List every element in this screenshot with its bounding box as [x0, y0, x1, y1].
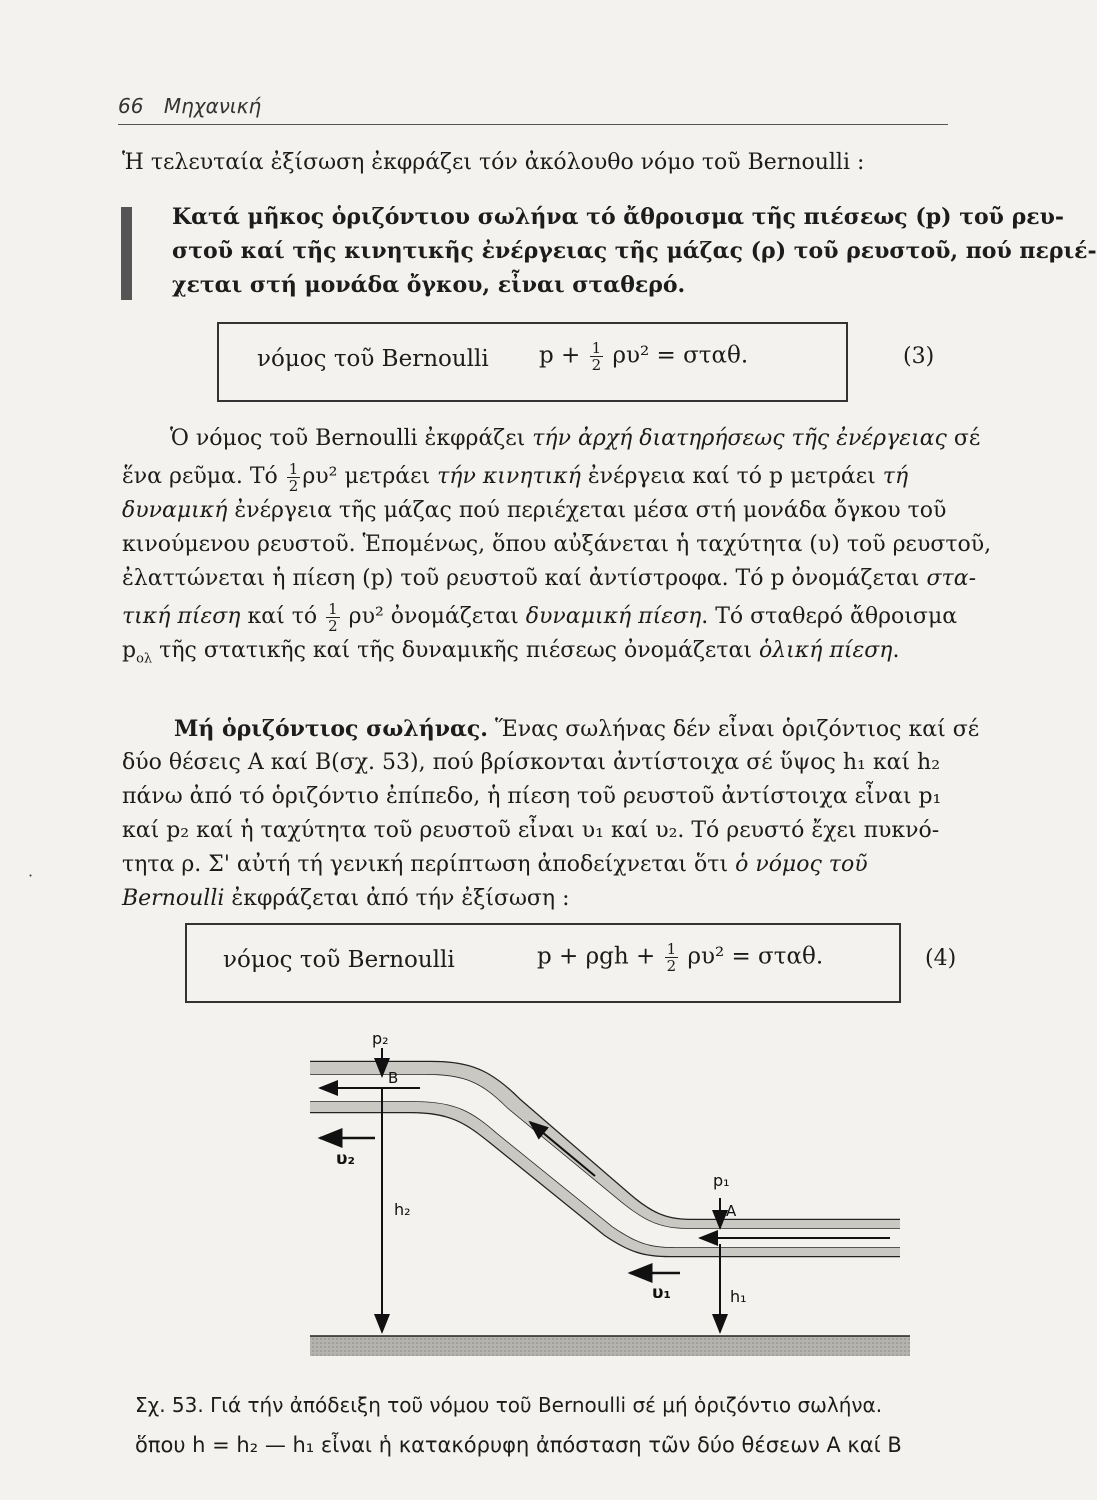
- text-run: τική πίεση: [122, 604, 241, 629]
- text-line: [122, 599, 958, 635]
- formula-rhs: ρυ² = σταθ.: [612, 342, 749, 369]
- law-statement: [172, 200, 1097, 302]
- intro-line: Ἡ τελευταία ἐξίσωση ἐκφράζει τόν ἀκόλουθο νόμο τοῦ Bernoulli :: [122, 150, 865, 175]
- text-line: [122, 712, 980, 746]
- text-run: καί τό: [240, 604, 325, 629]
- text-run: τῆς στατικῆς καί τῆς δυναμικῆς πιέσεως ὀνομάζεται: [152, 638, 759, 663]
- pipe-upper-wall: [310, 1062, 900, 1220]
- statement-line: Κατά μῆκος ὁριζόντιου σωλήνα τό ἄθροισμα τῆς πιέσεως (p) τοῦ ρευ-: [172, 204, 1064, 230]
- formula-rhs: ρυ² = σταθ.: [687, 943, 824, 970]
- frac-denominator: 2: [288, 476, 299, 495]
- text-line: [122, 562, 977, 596]
- text-run: ρυ² ὀνομάζεται: [341, 604, 526, 629]
- formula-name: νόμος τοῦ Bernoulli: [223, 947, 455, 973]
- margin-mark: ·: [28, 866, 34, 885]
- half-fraction: [287, 461, 301, 494]
- text-line: ὅπου h = h₂ — h₁ εἶναι ἡ κατακόρυφη ἀπόσταση τῶν δύο θέσεων A καί B: [135, 1433, 902, 1457]
- label-h1: h₁: [730, 1287, 747, 1306]
- text-run: ἕνα ρεῦμα. Τό: [122, 464, 285, 489]
- paragraph-bernoulli-meaning: [122, 422, 992, 668]
- text-line: [122, 882, 948, 916]
- label-p2: p₂: [372, 1029, 389, 1048]
- text-run: τήν κινητική: [437, 464, 581, 489]
- formula-lhs: p + ρgh +: [537, 943, 656, 970]
- text-run: ἐκφράζεται ἀπό τήν ἐξίσωση :: [224, 886, 570, 911]
- header-rule: [118, 124, 948, 125]
- ground-plane: [310, 1336, 910, 1356]
- text-run: τήν ἀρχή διατηρήσεως τῆς ἐνέργειας: [532, 426, 947, 451]
- formula-expression: [539, 340, 748, 373]
- running-header: [118, 94, 261, 118]
- text-run: σέ: [946, 426, 981, 451]
- equation-number: (4): [925, 946, 957, 971]
- text-run: στα-: [926, 566, 977, 591]
- statement-line: χεται στή μονάδα ὄγκου, εἶναι σταθερό.: [172, 272, 686, 298]
- label-p1: p₁: [713, 1171, 730, 1190]
- frac-numerator: 1: [328, 599, 338, 618]
- subscript: ολ: [136, 651, 153, 667]
- text-run: . Τό σταθερό ἄθροισμα: [701, 604, 958, 629]
- text-run: ὁ νόμος τοῦ: [735, 852, 868, 877]
- section-title: Μηχανική: [163, 94, 262, 118]
- formula-expression: [537, 941, 823, 974]
- bernoulli-formula-box: [217, 322, 848, 402]
- text-line: [122, 634, 948, 668]
- text-run: Ὁ νόμος τοῦ Bernoulli ἐκφράζει: [170, 426, 533, 451]
- statement-line: στοῦ καί τῆς κινητικῆς ἐνέργειας τῆς μάζας (ρ) τοῦ ρευστοῦ, πού περιέ-: [172, 238, 1097, 264]
- text-line: [122, 848, 948, 882]
- text-line: [122, 422, 981, 456]
- text-line: [122, 494, 948, 528]
- text-line: δύο θέσεις A καί B(σχ. 53), πού βρίσκονται ἀντίστοιχα σέ ὕψος h₁ καί h₂: [122, 750, 941, 775]
- label-u1: υ₁: [652, 1283, 671, 1303]
- frac-numerator: 1: [288, 459, 299, 478]
- text-run: δυναμική πίεση: [525, 604, 702, 629]
- text-run: p: [122, 638, 137, 663]
- intro-paragraph: [122, 146, 948, 180]
- text-run: ἐνέργεια καί τό p μετράει: [580, 464, 883, 489]
- frac-numerator: 1: [591, 339, 602, 357]
- equation-number: (3): [903, 344, 935, 369]
- pipe-diagram: [300, 1030, 920, 1380]
- half-fraction: [665, 941, 679, 974]
- frac-denominator: 2: [666, 957, 677, 975]
- paragraph-heading: Μή ὁριζόντιος σωλήνας.: [174, 716, 488, 742]
- text-run: τή: [882, 464, 909, 489]
- label-B: B: [388, 1069, 399, 1087]
- frac-denominator: 2: [591, 356, 602, 374]
- emphasis-bar: [121, 207, 132, 300]
- figure-caption: Σχ. 53. Γιά τήν ἀπόδειξη τοῦ νόμου τοῦ Bernoulli σέ μή ὁριζόντιο σωλήνα.: [135, 1393, 883, 1417]
- frac-denominator: 2: [328, 616, 338, 635]
- page-number: 66: [118, 94, 144, 118]
- text-line: καί p₂ καί ἡ ταχύτητα τοῦ ρευστοῦ εἶναι υ₁ καί υ₂. Τό ρευστό ἔχει πυκνό-: [122, 818, 940, 843]
- text-run: .: [892, 638, 900, 663]
- formula-name: νόμος τοῦ Bernoulli: [257, 346, 489, 372]
- text-line: κινούμενου ρευστοῦ. Ἑπομένως, ὅπου αὐξάνεται ἡ ταχύτητα (υ) τοῦ ρευστοῦ,: [122, 532, 992, 557]
- paragraph-non-horizontal-pipe: [122, 712, 980, 916]
- text-run: τητα ρ. Σ' αὐτή τή γενική περίπτωση ἀποδείχνεται ὅτι: [122, 852, 736, 877]
- text-line: πάνω ἀπό τό ὁριζόντιο ἐπίπεδο, ἡ πίεση τοῦ ρευστοῦ ἀντίστοιχα εἶναι p₁: [122, 784, 942, 809]
- label-h2: h₂: [394, 1200, 411, 1219]
- half-fraction: [590, 340, 604, 373]
- frac-numerator: 1: [666, 940, 677, 958]
- bernoulli-general-formula-box: [185, 923, 901, 1003]
- text-run: δυναμική: [122, 498, 228, 523]
- formula-lhs: p +: [539, 342, 581, 369]
- text-line: [122, 460, 948, 494]
- text-run: ρυ² μετράει: [302, 464, 438, 489]
- half-fraction: [326, 601, 340, 634]
- label-A: A: [726, 1202, 737, 1220]
- text-run: Bernoulli: [122, 886, 225, 911]
- text-run: ἐνέργεια τῆς μάζας πού περιέχεται μέσα στή μονάδα ὄγκου τοῦ: [227, 498, 947, 523]
- text-run: ὁλική πίεση: [758, 638, 893, 663]
- text-run: ἐλαττώνεται ἡ πίεση (p) τοῦ ρευστοῦ καί ἀντίστροφα. Τό p ὀνομάζεται: [122, 566, 927, 591]
- text-run: Ἕνας σωλήνας δέν εἶναι ὁριζόντιος καί σέ: [487, 717, 980, 742]
- label-u2: υ₂: [336, 1149, 355, 1169]
